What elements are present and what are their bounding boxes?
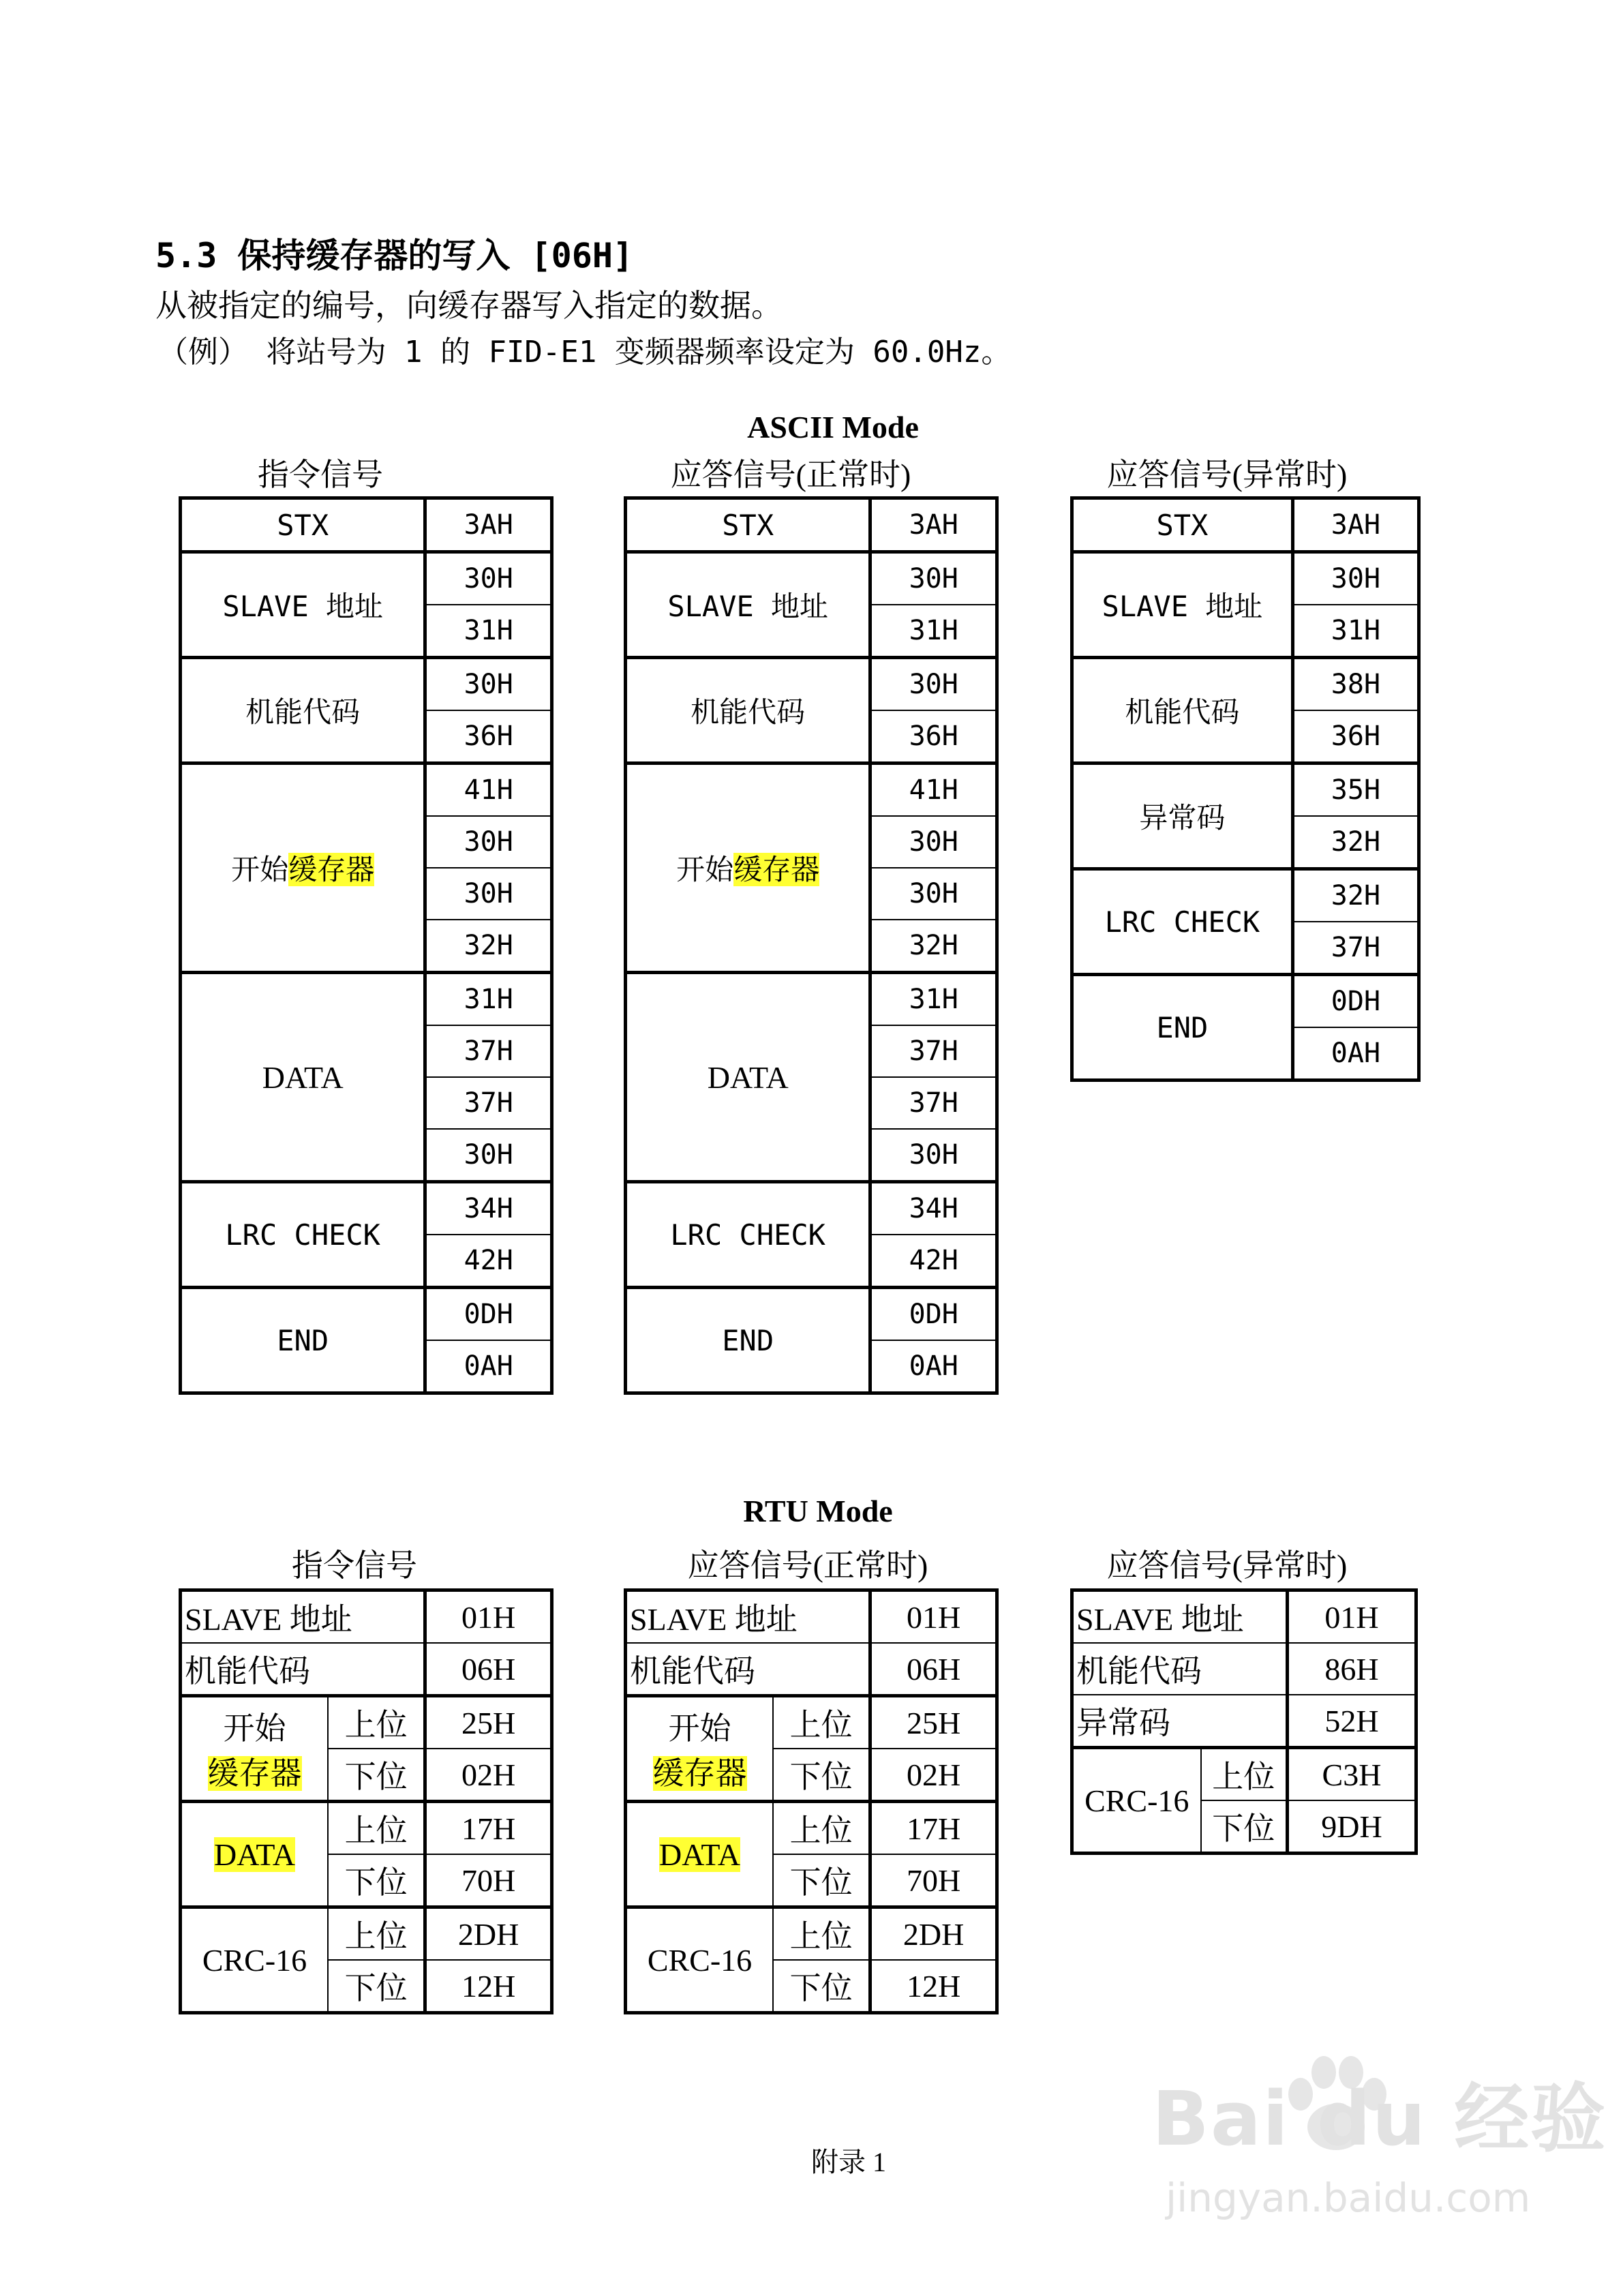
start-low-value: 02H xyxy=(425,1749,552,1802)
lrc-check-label: LRC CHECK xyxy=(181,1182,425,1288)
register-label-highlight: 缓存器 xyxy=(288,853,375,886)
low-byte-label: 下位 xyxy=(328,1960,425,2013)
start-register-label xyxy=(626,1696,774,1802)
slave-value: 01H xyxy=(425,1590,552,1644)
end-value-1: 0DH xyxy=(425,1288,552,1341)
data-label: DATA xyxy=(181,973,425,1182)
function-value-2: 36H xyxy=(1292,710,1419,764)
low-byte-label: 下位 xyxy=(328,1749,425,1802)
function-code-label: 机能代码 xyxy=(626,658,870,764)
data-label xyxy=(626,1802,774,1907)
rtu-error-title: 应答信号(异常时) xyxy=(1106,1548,1348,1583)
stx-value: 3AH xyxy=(425,498,552,552)
function-value-1: 30H xyxy=(870,658,997,711)
start-register-label xyxy=(626,764,870,973)
end-value-2: 0AH xyxy=(425,1340,552,1393)
section-heading: 5.3 保持缓存器的写入 [06H] xyxy=(155,236,634,275)
start-value-1: 41H xyxy=(870,764,997,817)
start-value-4: 32H xyxy=(870,920,997,973)
crc-high-value: C3H xyxy=(1288,1748,1416,1801)
stx-value: 3AH xyxy=(870,498,997,552)
rtu-normal-title: 应答信号(正常时) xyxy=(687,1548,928,1583)
end-value-2: 0AH xyxy=(870,1340,997,1393)
start-register-label xyxy=(181,764,425,973)
lrc-value-1: 34H xyxy=(425,1182,552,1235)
data-value-4: 30H xyxy=(870,1129,997,1182)
start-high-value: 25H xyxy=(870,1696,997,1749)
start-label: 开始 xyxy=(668,1711,731,1746)
rtu-mode-title: RTU Mode xyxy=(743,1494,893,1528)
section-subtitle: 从被指定的编号，向缓存器写入指定的数据。 xyxy=(155,287,783,324)
function-value: 06H xyxy=(425,1643,552,1696)
function-value-1: 30H xyxy=(425,658,552,711)
low-byte-label: 下位 xyxy=(328,1854,425,1907)
slave-value-1: 30H xyxy=(870,552,997,605)
data-low-value: 70H xyxy=(425,1854,552,1907)
slave-value-1: 30H xyxy=(1292,552,1419,605)
register-label-highlight: 缓存器 xyxy=(652,1756,747,1791)
start-label: 开始 xyxy=(223,1711,286,1746)
data-label xyxy=(181,1802,329,1907)
ascii-command-table xyxy=(179,496,553,1395)
start-register-label xyxy=(181,1696,329,1802)
slave-value: 01H xyxy=(870,1590,997,1644)
slave-value-2: 31H xyxy=(425,605,552,658)
crc-low-value: 12H xyxy=(425,1960,552,2013)
data-value-3: 37H xyxy=(425,1077,552,1129)
function-code-label: 机能代码 xyxy=(626,1643,870,1696)
stx-label: STX xyxy=(181,498,425,552)
function-value: 86H xyxy=(1288,1643,1416,1695)
lrc-value-1: 34H xyxy=(870,1182,997,1235)
register-label-highlight: 缓存器 xyxy=(207,1756,302,1791)
start-label: 开始 xyxy=(231,853,289,886)
high-byte-label: 上位 xyxy=(328,1802,425,1855)
lrc-check-label: LRC CHECK xyxy=(626,1182,870,1288)
ascii-error-title: 应答信号(异常时) xyxy=(1106,457,1348,492)
high-byte-label: 上位 xyxy=(773,1696,870,1749)
function-value-1: 38H xyxy=(1292,658,1419,711)
crc16-label: CRC-16 xyxy=(181,1907,329,2013)
low-byte-label: 下位 xyxy=(1201,1800,1288,1854)
rtu-error-table xyxy=(1070,1588,1418,1855)
start-label: 开始 xyxy=(676,853,734,886)
end-value-1: 0DH xyxy=(1292,975,1419,1028)
high-byte-label: 上位 xyxy=(328,1907,425,1961)
start-value-1: 41H xyxy=(425,764,552,817)
high-byte-label: 上位 xyxy=(773,1802,870,1855)
lrc-value-1: 32H xyxy=(1292,869,1419,922)
end-value-2: 0AH xyxy=(1292,1027,1419,1081)
crc-low-value: 12H xyxy=(870,1960,997,2013)
function-code-label: 机能代码 xyxy=(1072,658,1293,764)
crc16-label: CRC-16 xyxy=(1072,1748,1201,1854)
stx-value: 3AH xyxy=(1292,498,1419,552)
slave-address-label: SLAVE 地址 xyxy=(1072,552,1293,658)
exception-value: 52H xyxy=(1288,1695,1416,1748)
start-value-3: 30H xyxy=(870,868,997,920)
lrc-check-label: LRC CHECK xyxy=(1072,869,1293,975)
register-label-highlight: 缓存器 xyxy=(733,853,820,886)
crc-low-value: 9DH xyxy=(1288,1800,1416,1854)
start-value-2: 30H xyxy=(425,816,552,868)
rtu-command-table xyxy=(179,1588,553,2014)
page-number: 附录 1 xyxy=(811,2147,886,2177)
slave-value-2: 31H xyxy=(1292,605,1419,658)
lrc-value-2: 42H xyxy=(870,1235,997,1288)
end-value-1: 0DH xyxy=(870,1288,997,1341)
low-byte-label: 下位 xyxy=(773,1749,870,1802)
data-value-1: 31H xyxy=(870,973,997,1026)
function-value: 06H xyxy=(870,1643,997,1696)
watermark-url: jingyan.baidu.com xyxy=(1166,2175,1531,2221)
data-value-4: 30H xyxy=(425,1129,552,1182)
lrc-value-2: 37H xyxy=(1292,922,1419,975)
data-label-highlight: DATA xyxy=(214,1837,295,1872)
rtu-normal-table xyxy=(624,1588,999,2014)
function-value-2: 36H xyxy=(425,710,552,764)
exception-value-1: 35H xyxy=(1292,764,1419,817)
data-low-value: 70H xyxy=(870,1854,997,1907)
ascii-error-table xyxy=(1070,496,1421,1082)
end-label: END xyxy=(1072,975,1293,1081)
low-byte-label: 下位 xyxy=(773,1854,870,1907)
data-high-value: 17H xyxy=(870,1802,997,1855)
ascii-normal-table xyxy=(624,496,999,1395)
function-code-label: 机能代码 xyxy=(181,1643,425,1696)
crc-high-value: 2DH xyxy=(870,1907,997,1961)
data-high-value: 17H xyxy=(425,1802,552,1855)
function-value-2: 36H xyxy=(870,710,997,764)
slave-address-label: SLAVE 地址 xyxy=(181,552,425,658)
end-label: END xyxy=(626,1288,870,1393)
ascii-mode-title: ASCII Mode xyxy=(747,410,919,444)
function-code-label: 机能代码 xyxy=(1072,1643,1288,1695)
exception-value-2: 32H xyxy=(1292,816,1419,869)
low-byte-label: 下位 xyxy=(773,1960,870,2013)
exception-code-label: 异常码 xyxy=(1072,764,1293,869)
slave-value-1: 30H xyxy=(425,552,552,605)
data-value-2: 37H xyxy=(870,1025,997,1077)
stx-label: STX xyxy=(1072,498,1293,552)
start-value-2: 30H xyxy=(870,816,997,868)
function-code-label: 机能代码 xyxy=(181,658,425,764)
data-value-2: 37H xyxy=(425,1025,552,1077)
stx-label: STX xyxy=(626,498,870,552)
slave-address-label: SLAVE 地址 xyxy=(1072,1590,1288,1644)
data-value-3: 37H xyxy=(870,1077,997,1129)
crc-high-value: 2DH xyxy=(425,1907,552,1961)
end-label: END xyxy=(181,1288,425,1393)
ascii-normal-title: 应答信号(正常时) xyxy=(670,457,911,492)
data-value-1: 31H xyxy=(425,973,552,1026)
high-byte-label: 上位 xyxy=(773,1907,870,1961)
start-value-3: 30H xyxy=(425,868,552,920)
ascii-command-title: 指令信号 xyxy=(258,457,383,492)
start-value-4: 32H xyxy=(425,920,552,973)
example-text: （例） 将站号为 1 的 FID-E1 变频器频率设定为 60.0Hz。 xyxy=(158,335,1012,369)
watermark-logo: Bai du 经验 xyxy=(1152,2075,1607,2162)
high-byte-label: 上位 xyxy=(328,1696,425,1749)
start-low-value: 02H xyxy=(870,1749,997,1802)
high-byte-label: 上位 xyxy=(1201,1748,1288,1801)
rtu-command-title: 指令信号 xyxy=(292,1548,417,1583)
slave-address-label: SLAVE 地址 xyxy=(181,1590,425,1644)
slave-value: 01H xyxy=(1288,1590,1416,1644)
slave-address-label: SLAVE 地址 xyxy=(626,552,870,658)
slave-value-2: 31H xyxy=(870,605,997,658)
slave-address-label: SLAVE 地址 xyxy=(626,1590,870,1644)
crc16-label: CRC-16 xyxy=(626,1907,774,2013)
start-high-value: 25H xyxy=(425,1696,552,1749)
data-label: DATA xyxy=(626,973,870,1182)
data-label-highlight: DATA xyxy=(659,1837,740,1872)
exception-code-label: 异常码 xyxy=(1072,1695,1288,1748)
lrc-value-2: 42H xyxy=(425,1235,552,1288)
